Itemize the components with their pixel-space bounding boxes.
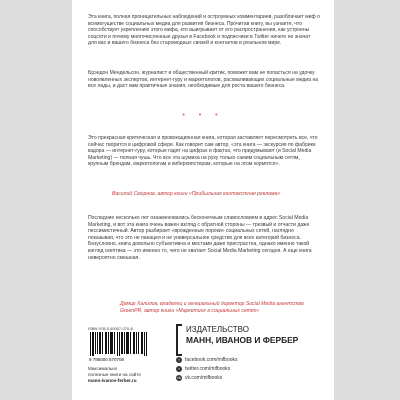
site-note-line-1: Максимально xyxy=(88,366,118,371)
social-link-facebook[interactable] xyxy=(176,355,238,364)
site-note-line-2: полезные книги на сайте xyxy=(88,371,141,377)
site-note xyxy=(88,366,168,383)
social-link-text: facebook.com/mifbooks xyxy=(185,356,238,363)
publisher-bracket xyxy=(176,324,182,356)
publisher-logo xyxy=(186,325,298,345)
review-author-2: Демир Халилов, владелец и генеральный директор Social Media агентства GreenPR, автор книги «Маркетинг в социальных сетях» xyxy=(120,301,304,314)
book-back-cover xyxy=(72,0,334,400)
facebook-icon: f xyxy=(176,357,182,363)
site-url[interactable]: mann-ivanov-ferber.ru xyxy=(88,377,137,383)
publisher-label: ИЗДАТЕЛЬСТВО xyxy=(186,325,249,334)
review-paragraph-2: Последние несколько лет ознаменовались бесконечным славословием в адрес Social Media Marketing, и вот эта книга очень важен взгляд с обратной стороны — трезвый и отчасти даже пессимистичный. Автор разбирает «врожденные пороки» социальных сетей, наглядно показывая, что это не панацея и не универсальное средство для всех категорий бизнеса. Безусловно, книга довольно субъективна и местами даже пристрастна, однако именно такой взгляд скептика — это именно то, чего не хватает Social Media Marketing сегодня. А еще книга невероятно смешная. xyxy=(88,215,312,261)
separator-dots: • • • xyxy=(182,112,224,119)
isbn-text: ISBN 978-5-00057-070-8 xyxy=(88,326,133,331)
vk-icon: vk xyxy=(177,375,181,380)
review-paragraph-1: Это прекрасная критическая и провокационная книга, которая заставляет пересмотреть все, что сейчас творится в цифровой сфере. Как говорит сам автор, «эта книга — экскурсия по фабрике вздора — интернет-гуру, которые гадят на цифрах и фактах, что придумывают (и Social Media Marketing) — полная чушь. Что все эта шумиха на руку только самим социальным сетям, крупным брендам, маркетологам и киберхипстерам, которые на этом кормятся». xyxy=(88,135,318,168)
review-author-1: Василий Смирнов, автор книги «Прибыльная контекстная реклама» xyxy=(112,191,281,197)
publisher-name: МАНН, ИВАНОВ И ФЕРБЕР xyxy=(186,335,299,345)
social-link-twitter[interactable] xyxy=(176,364,238,373)
social-links xyxy=(176,355,238,382)
description-paragraph-1: Эта книга, полная проницательных наблюдений и остроумных комментариев, разоблачает миф о всемогуществе социальных медиа для развития бизнеса. Прочитав книгу, вы узнаете, что способствует укреплению этого мифа, кто выигрывает от его распространения, как устроены соцсети и почему многочисленные друзья в Facebook и подписчики в Twitter ничего не значат для вас и вашего бизнеса без старомодных связей и контактов в реальном мире. xyxy=(88,14,320,47)
barcode-image xyxy=(88,332,152,362)
twitter-icon: t xyxy=(176,366,182,372)
social-link-vk[interactable] xyxy=(176,373,238,382)
barcode-digits: 9 785000 570708 xyxy=(89,357,125,362)
social-link-text: twitter.com/mifbooks xyxy=(185,365,231,372)
social-link-text: vk.com/mifbooks xyxy=(185,374,223,381)
description-paragraph-2: Брэндон Мендельсон, журналист и общественный критик, поможет вам не попасться на удочку новоявленных экспертов, интернет-гуру и маркетологов, расхваливающих социальные медиа на все лады, и даст вам практичные знания, необходимые для роста вашего бизнеса. xyxy=(88,70,319,90)
